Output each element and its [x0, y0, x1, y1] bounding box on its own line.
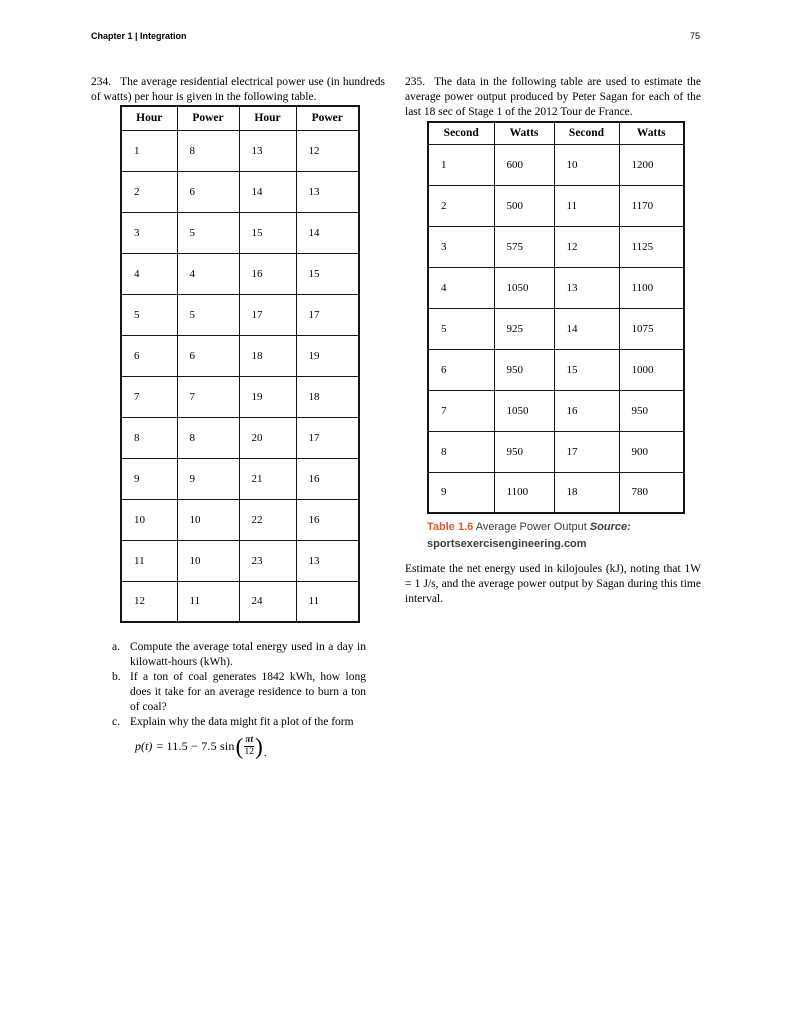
table-cell: 7 — [121, 376, 177, 417]
table-row — [121, 212, 359, 253]
table-cell: 19 — [239, 376, 296, 417]
table-cell: 3 — [121, 212, 177, 253]
table-cell: 8 — [428, 431, 494, 472]
table-cell: 5 — [177, 294, 239, 335]
table-cell: 16 — [296, 499, 359, 540]
table-cell: 14 — [554, 308, 619, 349]
formula-lhs: p(t) — [135, 738, 153, 753]
table-cell: 6 — [121, 335, 177, 376]
table-caption-label: Table 1.6 — [427, 521, 474, 533]
table-caption-source-label: Source: — [589, 521, 631, 533]
table-cell: 925 — [494, 308, 554, 349]
table-cell: 8 — [177, 417, 239, 458]
table-row — [121, 294, 359, 335]
table-cell: 5 — [428, 308, 494, 349]
table-cell: 1050 — [494, 390, 554, 431]
table-row — [428, 390, 684, 431]
table-cell: 10 — [121, 499, 177, 540]
column-header: Hour — [239, 106, 296, 130]
table-cell: 5 — [177, 212, 239, 253]
table-row — [121, 335, 359, 376]
table-row — [121, 171, 359, 212]
column-header: Second — [554, 122, 619, 144]
table-cell: 11 — [177, 581, 239, 622]
table-cell: 22 — [239, 499, 296, 540]
column-header: Power — [177, 106, 239, 130]
table-cell: 1000 — [619, 349, 684, 390]
table-cell: 2 — [428, 185, 494, 226]
table-cell: 4 — [428, 267, 494, 308]
problem-234-text: The average residential electrical power use (in hundreds of watts) per hour is given in the following table. — [91, 76, 385, 103]
problem-234-parts — [91, 640, 385, 760]
table-row — [428, 472, 684, 513]
table-cell: 600 — [494, 144, 554, 185]
table-cell: 500 — [494, 185, 554, 226]
table-row — [121, 458, 359, 499]
part-c — [91, 715, 385, 730]
table-234-power-usage — [120, 105, 360, 623]
table-cell: 8 — [121, 417, 177, 458]
page-header — [91, 31, 700, 42]
table-cell: 780 — [619, 472, 684, 513]
table-cell: 17 — [239, 294, 296, 335]
table-cell: 900 — [619, 431, 684, 472]
table-cell: 14 — [296, 212, 359, 253]
table-cell: 13 — [296, 540, 359, 581]
table-cell: 12 — [296, 130, 359, 171]
left-column — [91, 75, 385, 760]
table-cell: 19 — [296, 335, 359, 376]
table-row — [428, 226, 684, 267]
table-cell: 6 — [177, 335, 239, 376]
table-cell: 14 — [239, 171, 296, 212]
table-caption-title: Average Power Output — [475, 521, 587, 533]
table-row — [428, 267, 684, 308]
table-cell: 17 — [296, 417, 359, 458]
part-b — [91, 670, 385, 715]
fraction — [243, 735, 255, 758]
table-cell: 23 — [239, 540, 296, 581]
table-cell: 2 — [121, 171, 177, 212]
table-cell: 18 — [239, 335, 296, 376]
table-cell: 18 — [296, 376, 359, 417]
table-cell: 950 — [494, 431, 554, 472]
table-row — [121, 253, 359, 294]
problem-234-number: 234. — [91, 76, 112, 88]
table-row — [428, 349, 684, 390]
table-row — [121, 581, 359, 622]
table-header-row — [428, 122, 684, 144]
table-row — [428, 144, 684, 185]
table-cell: 7 — [177, 376, 239, 417]
problem-234-statement — [91, 75, 385, 105]
table-cell: 12 — [121, 581, 177, 622]
open-paren: ( — [235, 733, 244, 759]
table-cell: 5 — [121, 294, 177, 335]
table-cell: 13 — [239, 130, 296, 171]
formula-period: . — [263, 745, 267, 759]
table-cell: 575 — [494, 226, 554, 267]
table-row — [428, 431, 684, 472]
table-cell: 8 — [177, 130, 239, 171]
column-header: Power — [296, 106, 359, 130]
table-cell: 1170 — [619, 185, 684, 226]
table-cell: 10 — [554, 144, 619, 185]
column-header: Watts — [619, 122, 684, 144]
table-cell: 7 — [428, 390, 494, 431]
column-header: Second — [428, 122, 494, 144]
table-235-power-output — [427, 121, 685, 514]
table-cell: 13 — [554, 267, 619, 308]
table-cell: 11 — [554, 185, 619, 226]
table-cell: 1200 — [619, 144, 684, 185]
table-row — [121, 130, 359, 171]
part-label: c. — [112, 716, 120, 728]
table-cell: 3 — [428, 226, 494, 267]
table-header-row — [121, 106, 359, 130]
table-cell: 18 — [554, 472, 619, 513]
table-row — [121, 417, 359, 458]
table-cell: 6 — [177, 171, 239, 212]
part-text: Compute the average total energy used in a day in kilowatt-hours (kWh). — [130, 641, 366, 668]
table-cell: 11 — [121, 540, 177, 581]
table-cell: 17 — [296, 294, 359, 335]
table-cell: 15 — [239, 212, 296, 253]
table-cell: 9 — [121, 458, 177, 499]
problem-235-number: 235. — [405, 76, 426, 88]
table-row — [121, 499, 359, 540]
table-cell: 9 — [428, 472, 494, 513]
column-header: Hour — [121, 106, 177, 130]
table-cell: 950 — [494, 349, 554, 390]
table-cell: 1100 — [494, 472, 554, 513]
table-cell: 12 — [554, 226, 619, 267]
table-cell: 11 — [296, 581, 359, 622]
table-cell: 1075 — [619, 308, 684, 349]
table-cell: 15 — [554, 349, 619, 390]
table-cell: 4 — [177, 253, 239, 294]
table-row — [121, 540, 359, 581]
table-cell: 1 — [121, 130, 177, 171]
table-row — [121, 376, 359, 417]
table-cell: 15 — [296, 253, 359, 294]
close-paren: ) — [255, 733, 263, 759]
chapter-title: Chapter 1 | Integration — [91, 31, 187, 41]
column-header: Watts — [494, 122, 554, 144]
page-number: 75 — [689, 31, 700, 41]
table-cell: 20 — [239, 417, 296, 458]
table-caption — [427, 519, 687, 553]
part-a — [91, 640, 385, 670]
table-cell: 4 — [121, 253, 177, 294]
fraction-numerator: πt — [245, 734, 254, 745]
table-cell: 10 — [177, 540, 239, 581]
part-label: b. — [112, 671, 121, 683]
table-row — [428, 185, 684, 226]
table-cell: 16 — [296, 458, 359, 499]
formula-p-of-t — [135, 732, 385, 760]
table-cell: 950 — [619, 390, 684, 431]
part-text: If a ton of coal generates 1842 kWh, how long does it take for an average residence to burn a ton of coal? — [130, 671, 366, 713]
problem-235-closing-text: Estimate the net energy used in kilojoules (kJ), noting that 1W = 1 J/s, and the average power output by Sagan during this time interval. — [405, 563, 701, 605]
table-caption-source-value: sportsexercisengineering.com — [427, 538, 587, 550]
table-cell: 9 — [177, 458, 239, 499]
table-cell: 16 — [554, 390, 619, 431]
table-cell: 13 — [296, 171, 359, 212]
table-row — [428, 308, 684, 349]
problem-235-statement — [405, 75, 701, 120]
table-cell: 6 — [428, 349, 494, 390]
table-cell: 1100 — [619, 267, 684, 308]
problem-235-text: The data in the following table are used to estimate the average power output produced by Peter Sagan for each of the last 18 sec of Stage 1 of the 2012 Tour de France. — [405, 76, 701, 118]
table-cell: 17 — [554, 431, 619, 472]
table-cell: 1 — [428, 144, 494, 185]
table-cell: 24 — [239, 581, 296, 622]
part-text: Explain why the data might fit a plot of the form — [130, 716, 354, 728]
table-cell: 1050 — [494, 267, 554, 308]
formula-mid: = 11.5 − 7.5 sin — [156, 738, 235, 753]
table-cell: 10 — [177, 499, 239, 540]
table-cell: 21 — [239, 458, 296, 499]
part-label: a. — [112, 641, 120, 653]
fraction-denominator: 12 — [244, 746, 254, 757]
table-cell: 1125 — [619, 226, 684, 267]
right-column — [405, 75, 701, 607]
table-cell: 16 — [239, 253, 296, 294]
